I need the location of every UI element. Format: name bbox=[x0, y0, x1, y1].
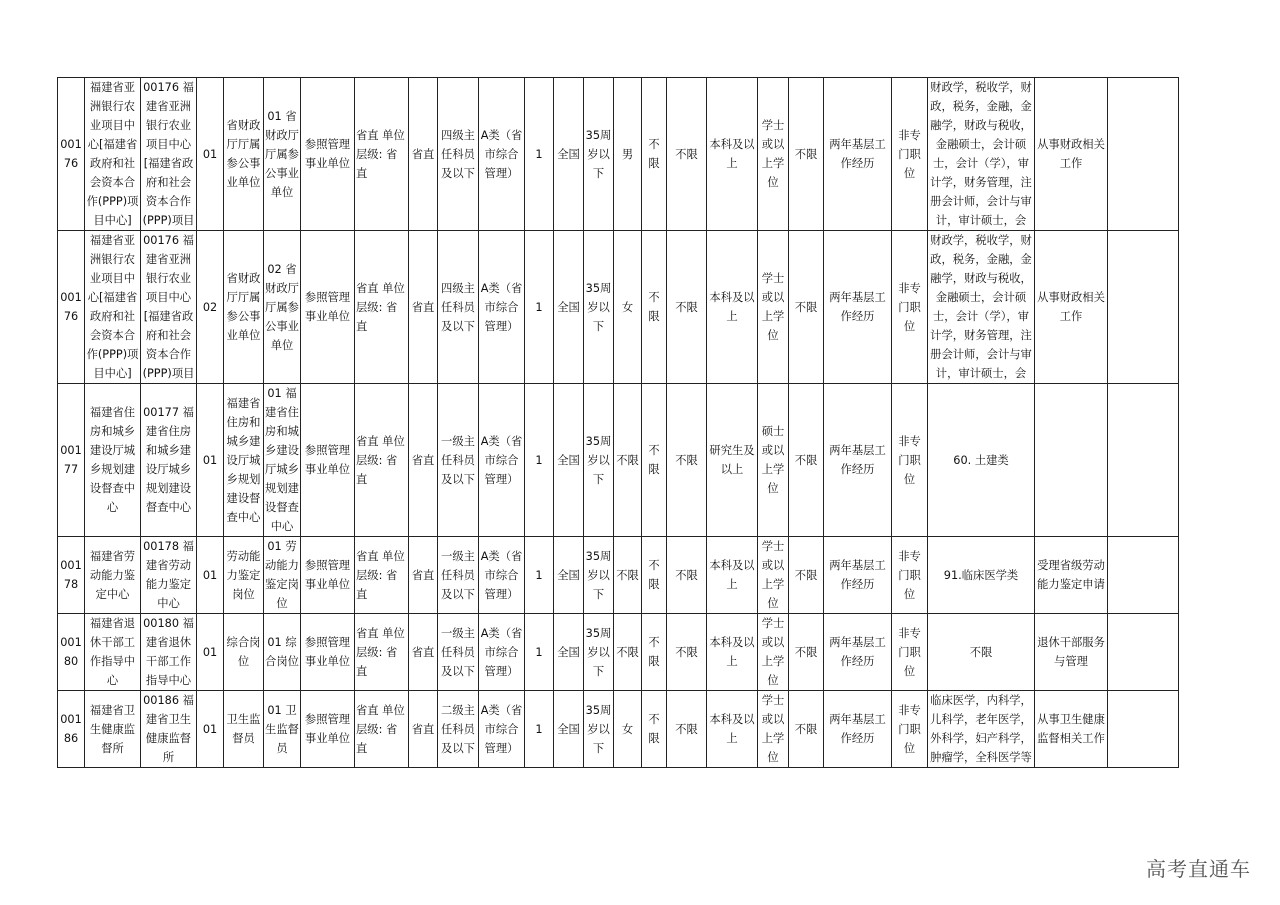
gender-cell: 女 bbox=[614, 231, 642, 384]
unit-nature-cell: 参照管理事业单位 bbox=[301, 614, 355, 691]
degree-cell: 学士或以上学位 bbox=[758, 78, 789, 231]
region-cell: 省直 bbox=[409, 78, 438, 231]
scope-cell: 全国 bbox=[554, 384, 584, 537]
other-requirement-cell: 不限 bbox=[789, 78, 824, 231]
unit-number-cell: 02 bbox=[197, 231, 224, 384]
education-cell: 研究生及以上 bbox=[707, 384, 758, 537]
age-cell: 35周岁以下 bbox=[584, 231, 614, 384]
department-cell: 福建省卫生健康监督所 bbox=[85, 691, 141, 768]
code-cell: 00176 bbox=[58, 78, 85, 231]
unit-cell: 00178 福建省劳动能力鉴定中心 bbox=[141, 537, 197, 614]
rank-cell: 一级主任科员及以下 bbox=[438, 384, 479, 537]
unit-cell: 00177 福建省住房和城乡建设厅城乡规划建设督查中心 bbox=[141, 384, 197, 537]
category-cell: A类（省市综合管理） bbox=[479, 231, 525, 384]
unit-nature-cell: 参照管理事业单位 bbox=[301, 691, 355, 768]
table-row bbox=[58, 537, 1179, 614]
unit-number-cell: 01 bbox=[197, 691, 224, 768]
table-row bbox=[58, 691, 1179, 768]
extra-cell bbox=[1108, 691, 1179, 768]
age-cell: 35周岁以下 bbox=[584, 691, 614, 768]
gender-cell: 男 bbox=[614, 78, 642, 231]
rank-cell: 二级主任科员及以下 bbox=[438, 691, 479, 768]
special-position-cell: 非专门职位 bbox=[892, 614, 928, 691]
position-name-cell: 福建省住房和城乡建设厅城乡规划建设督查中心 bbox=[224, 384, 264, 537]
table-row bbox=[58, 384, 1179, 537]
gender-cell: 不限 bbox=[614, 614, 642, 691]
level-cell: 省直 单位层级: 省直 bbox=[355, 537, 409, 614]
rank-cell: 一级主任科员及以下 bbox=[438, 614, 479, 691]
scope-cell: 全国 bbox=[554, 691, 584, 768]
experience-cell: 两年基层工作经历 bbox=[824, 537, 892, 614]
region-cell: 省直 bbox=[409, 384, 438, 537]
region-cell: 省直 bbox=[409, 614, 438, 691]
rank-cell: 四级主任科员及以下 bbox=[438, 231, 479, 384]
special-position-cell: 非专门职位 bbox=[892, 537, 928, 614]
politics-cell: 不限 bbox=[667, 78, 707, 231]
age-cell: 35周岁以下 bbox=[584, 614, 614, 691]
special-position-cell: 非专门职位 bbox=[892, 384, 928, 537]
ethnicity-cell: 不限 bbox=[642, 384, 667, 537]
other-requirement-cell: 不限 bbox=[789, 691, 824, 768]
position-cell: 01 福建省住房和城乡建设厅城乡规划建设督查中心 bbox=[264, 384, 301, 537]
ethnicity-cell: 不限 bbox=[642, 78, 667, 231]
unit-number-cell: 01 bbox=[197, 614, 224, 691]
age-cell: 35周岁以下 bbox=[584, 78, 614, 231]
politics-cell: 不限 bbox=[667, 691, 707, 768]
unit-nature-cell: 参照管理事业单位 bbox=[301, 231, 355, 384]
politics-cell: 不限 bbox=[667, 537, 707, 614]
position-name-cell: 综合岗位 bbox=[224, 614, 264, 691]
table-row bbox=[58, 614, 1179, 691]
degree-cell: 学士或以上学位 bbox=[758, 537, 789, 614]
politics-cell: 不限 bbox=[667, 384, 707, 537]
unit-cell: 00186 福建省卫生健康监督所 bbox=[141, 691, 197, 768]
degree-cell: 学士或以上学位 bbox=[758, 614, 789, 691]
major-cell: 财政学，税收学，财政，税务，金融，金融学，财政与税收，金融硕士，会计硕士，会计（学），审计学，财务管理，注册会计师，会计与审计，审计硕士，会 bbox=[928, 231, 1035, 384]
count-cell: 1 bbox=[525, 691, 554, 768]
major-cell: 91.临床医学类 bbox=[928, 537, 1035, 614]
unit-nature-cell: 参照管理事业单位 bbox=[301, 78, 355, 231]
count-cell: 1 bbox=[525, 78, 554, 231]
extra-cell bbox=[1108, 231, 1179, 384]
rank-cell: 一级主任科员及以下 bbox=[438, 537, 479, 614]
degree-cell: 学士或以上学位 bbox=[758, 231, 789, 384]
notes-cell bbox=[1035, 384, 1108, 537]
position-cell: 01 综合岗位 bbox=[264, 614, 301, 691]
experience-cell: 两年基层工作经历 bbox=[824, 78, 892, 231]
major-cell: 临床医学，内科学，儿科学，老年医学，外科学，妇产科学，肿瘤学，全科医学等 bbox=[928, 691, 1035, 768]
gender-cell: 不限 bbox=[614, 384, 642, 537]
scope-cell: 全国 bbox=[554, 537, 584, 614]
special-position-cell: 非专门职位 bbox=[892, 691, 928, 768]
other-requirement-cell: 不限 bbox=[789, 384, 824, 537]
level-cell: 省直 单位层级: 省直 bbox=[355, 384, 409, 537]
unit-number-cell: 01 bbox=[197, 384, 224, 537]
special-position-cell: 非专门职位 bbox=[892, 231, 928, 384]
watermark-text: 高考直通车 bbox=[1146, 857, 1251, 881]
code-cell: 00178 bbox=[58, 537, 85, 614]
count-cell: 1 bbox=[525, 384, 554, 537]
notes-cell: 从事卫生健康监督相关工作 bbox=[1035, 691, 1108, 768]
count-cell: 1 bbox=[525, 614, 554, 691]
position-name-cell: 省财政厅厅属参公事业单位 bbox=[224, 231, 264, 384]
code-cell: 00186 bbox=[58, 691, 85, 768]
category-cell: A类（省市综合管理） bbox=[479, 614, 525, 691]
notes-cell: 退休干部服务与管理 bbox=[1035, 614, 1108, 691]
politics-cell: 不限 bbox=[667, 614, 707, 691]
education-cell: 本科及以上 bbox=[707, 614, 758, 691]
unit-nature-cell: 参照管理事业单位 bbox=[301, 384, 355, 537]
education-cell: 本科及以上 bbox=[707, 537, 758, 614]
code-cell: 00176 bbox=[58, 231, 85, 384]
ethnicity-cell: 不限 bbox=[642, 537, 667, 614]
ethnicity-cell: 不限 bbox=[642, 691, 667, 768]
age-cell: 35周岁以下 bbox=[584, 537, 614, 614]
scope-cell: 全国 bbox=[554, 614, 584, 691]
count-cell: 1 bbox=[525, 231, 554, 384]
position-cell: 01 省财政厅厅属参公事业单位 bbox=[264, 78, 301, 231]
code-cell: 00180 bbox=[58, 614, 85, 691]
department-cell: 福建省住房和城乡建设厅城乡规划建设督查中心 bbox=[85, 384, 141, 537]
category-cell: A类（省市综合管理） bbox=[479, 537, 525, 614]
politics-cell: 不限 bbox=[667, 231, 707, 384]
unit-cell: 00180 福建省退休干部工作指导中心 bbox=[141, 614, 197, 691]
category-cell: A类（省市综合管理） bbox=[479, 384, 525, 537]
notes-cell: 受理省级劳动能力鉴定申请 bbox=[1035, 537, 1108, 614]
age-cell: 35周岁以下 bbox=[584, 384, 614, 537]
unit-cell: 00176 福建省亚洲银行农业项目中心[福建省政府和社会资本合作(PPP)项目 bbox=[141, 78, 197, 231]
unit-number-cell: 01 bbox=[197, 78, 224, 231]
scope-cell: 全国 bbox=[554, 231, 584, 384]
unit-cell: 00176 福建省亚洲银行农业项目中心[福建省政府和社会资本合作(PPP)项目 bbox=[141, 231, 197, 384]
extra-cell bbox=[1108, 78, 1179, 231]
degree-cell: 学士或以上学位 bbox=[758, 691, 789, 768]
ethnicity-cell: 不限 bbox=[642, 231, 667, 384]
table-row bbox=[58, 231, 1179, 384]
other-requirement-cell: 不限 bbox=[789, 231, 824, 384]
position-cell: 02 省财政厅厅属参公事业单位 bbox=[264, 231, 301, 384]
unit-nature-cell: 参照管理事业单位 bbox=[301, 537, 355, 614]
category-cell: A类（省市综合管理） bbox=[479, 78, 525, 231]
rank-cell: 四级主任科员及以下 bbox=[438, 78, 479, 231]
code-cell: 00177 bbox=[58, 384, 85, 537]
gender-cell: 女 bbox=[614, 691, 642, 768]
level-cell: 省直 单位层级: 省直 bbox=[355, 231, 409, 384]
experience-cell: 两年基层工作经历 bbox=[824, 614, 892, 691]
position-name-cell: 劳动能力鉴定岗位 bbox=[224, 537, 264, 614]
special-position-cell: 非专门职位 bbox=[892, 78, 928, 231]
department-cell: 福建省亚洲银行农业项目中心[福建省政府和社会资本合作(PPP)项目中心] bbox=[85, 231, 141, 384]
experience-cell: 两年基层工作经历 bbox=[824, 384, 892, 537]
region-cell: 省直 bbox=[409, 537, 438, 614]
department-cell: 福建省亚洲银行农业项目中心[福建省政府和社会资本合作(PPP)项目中心] bbox=[85, 78, 141, 231]
ethnicity-cell: 不限 bbox=[642, 614, 667, 691]
extra-cell bbox=[1108, 614, 1179, 691]
count-cell: 1 bbox=[525, 537, 554, 614]
education-cell: 本科及以上 bbox=[707, 78, 758, 231]
unit-number-cell: 01 bbox=[197, 537, 224, 614]
position-cell: 01 劳动能力鉴定岗位 bbox=[264, 537, 301, 614]
major-cell: 财政学，税收学，财政，税务，金融，金融学，财政与税收，金融硕士，会计硕士，会计（学），审计学，财务管理，注册会计师，会计与审计，审计硕士，会 bbox=[928, 78, 1035, 231]
experience-cell: 两年基层工作经历 bbox=[824, 231, 892, 384]
experience-cell: 两年基层工作经历 bbox=[824, 691, 892, 768]
recruitment-table bbox=[57, 77, 1179, 768]
position-name-cell: 省财政厅厅属参公事业单位 bbox=[224, 78, 264, 231]
major-cell: 不限 bbox=[928, 614, 1035, 691]
degree-cell: 硕士或以上学位 bbox=[758, 384, 789, 537]
other-requirement-cell: 不限 bbox=[789, 537, 824, 614]
table-row bbox=[58, 78, 1179, 231]
department-cell: 福建省劳动能力鉴定中心 bbox=[85, 537, 141, 614]
education-cell: 本科及以上 bbox=[707, 231, 758, 384]
position-cell: 01 卫生监督员 bbox=[264, 691, 301, 768]
gender-cell: 不限 bbox=[614, 537, 642, 614]
position-name-cell: 卫生监督员 bbox=[224, 691, 264, 768]
level-cell: 省直 单位层级: 省直 bbox=[355, 614, 409, 691]
notes-cell: 从事财政相关工作 bbox=[1035, 231, 1108, 384]
category-cell: A类（省市综合管理） bbox=[479, 691, 525, 768]
extra-cell bbox=[1108, 384, 1179, 537]
education-cell: 本科及以上 bbox=[707, 691, 758, 768]
department-cell: 福建省退休干部工作指导中心 bbox=[85, 614, 141, 691]
extra-cell bbox=[1108, 537, 1179, 614]
level-cell: 省直 单位层级: 省直 bbox=[355, 78, 409, 231]
region-cell: 省直 bbox=[409, 231, 438, 384]
level-cell: 省直 单位层级: 省直 bbox=[355, 691, 409, 768]
scope-cell: 全国 bbox=[554, 78, 584, 231]
other-requirement-cell: 不限 bbox=[789, 614, 824, 691]
notes-cell: 从事财政相关工作 bbox=[1035, 78, 1108, 231]
region-cell: 省直 bbox=[409, 691, 438, 768]
major-cell: 60. 土建类 bbox=[928, 384, 1035, 537]
